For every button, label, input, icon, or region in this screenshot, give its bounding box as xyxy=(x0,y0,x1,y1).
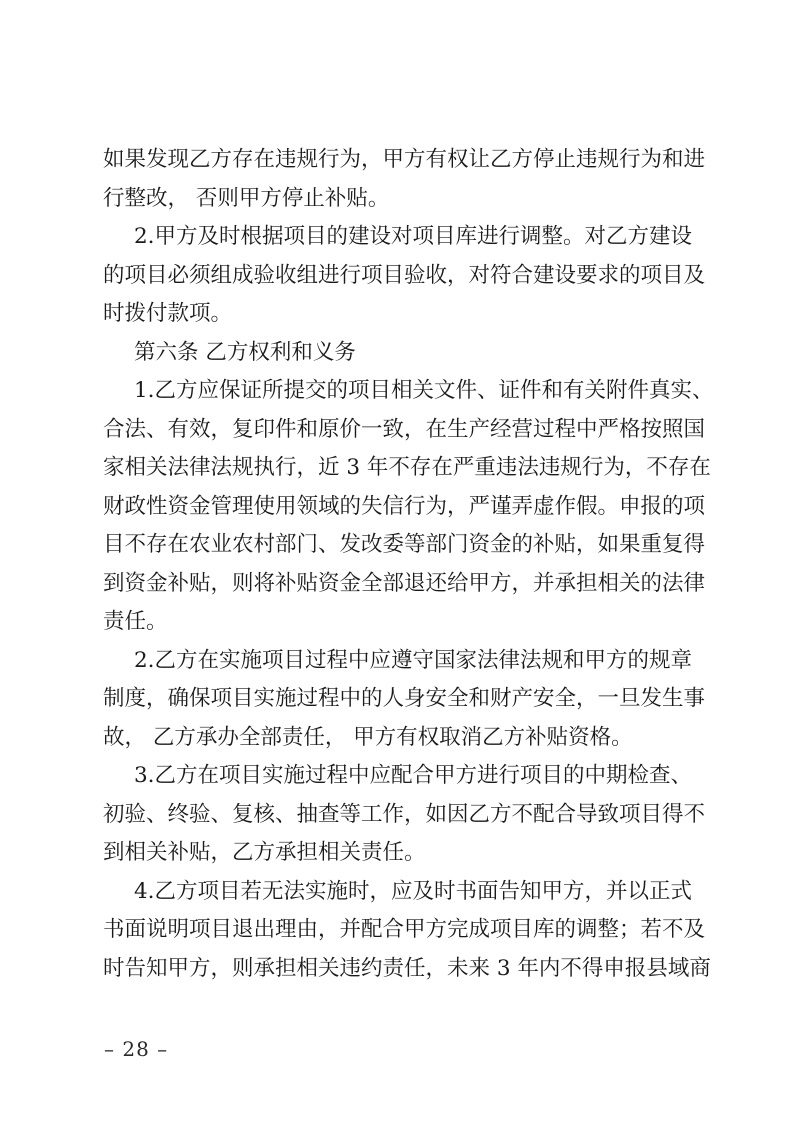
text-line: 到相关补贴，乙方承担相关责任。 xyxy=(103,840,426,865)
text-line: 1.乙方应保证所提交的项目相关文件、证件和有关附件真实、 xyxy=(134,378,714,403)
text-line: 到资金补贴，则将补贴资金全部退还给甲方，并承担相关的法律 xyxy=(103,570,706,596)
text-line: 责任。 xyxy=(103,609,168,634)
text-line: 初验、终验、复核、抽查等工作，如因乙方不配合导致项目得不 xyxy=(103,801,706,827)
text-line: 书面说明项目退出理由，并配合甲方完成项目库的调整；若不及 xyxy=(103,917,706,942)
text-line: 如果发现乙方存在违规行为，甲方有权让乙方停止违规行为和进 xyxy=(103,147,706,172)
text-line: 目不存在农业农村部门、发改委等部门资金的补贴，如果重复得 xyxy=(103,532,706,557)
text-line: 合法、有效，复印件和原价一致，在生产经营过程中严格按照国 xyxy=(103,416,706,442)
text-line: 时拨付款项。 xyxy=(103,301,233,326)
text-line: 2.甲方及时根据项目的建设对项目库进行调整。对乙方建设 xyxy=(134,224,693,249)
text-line: 的项目必须组成验收组进行项目验收，对符合建设要求的项目及 xyxy=(103,262,706,288)
text-line: 3.乙方在项目实施过程中应配合甲方进行项目的中期检查、 xyxy=(134,763,693,788)
text-line: 2.乙方在实施项目过程中应遵守国家法律法规和甲方的规章 xyxy=(134,647,693,673)
page-footer xyxy=(104,1036,168,1062)
text-line: 4.乙方项目若无法实施时，应及时书面告知甲方，并以正式 xyxy=(134,878,693,904)
text-line: 时告知甲方，则承担相关违约责任，未来 3 年内不得申报县域商 xyxy=(103,955,711,981)
section-heading: 第六条 乙方权利和义务 xyxy=(134,339,356,365)
page-number: – 28 – xyxy=(104,1037,169,1061)
text-line: 故， 乙方承办全部责任， 甲方有权取消乙方补贴资格。 xyxy=(103,724,633,750)
document-body xyxy=(103,141,713,988)
text-line: 家相关法律法规执行，近 3 年不存在严重违法违规行为，不存在 xyxy=(103,455,711,480)
text-line: 行整改， 否则甲方停止补贴。 xyxy=(103,185,390,211)
text-line: 财政性资金管理使用领域的失信行为，严谨弄虚作假。申报的项 xyxy=(103,493,706,519)
text-line: 制度，确保项目实施过程中的人身安全和财产安全，一旦发生事 xyxy=(103,686,706,711)
